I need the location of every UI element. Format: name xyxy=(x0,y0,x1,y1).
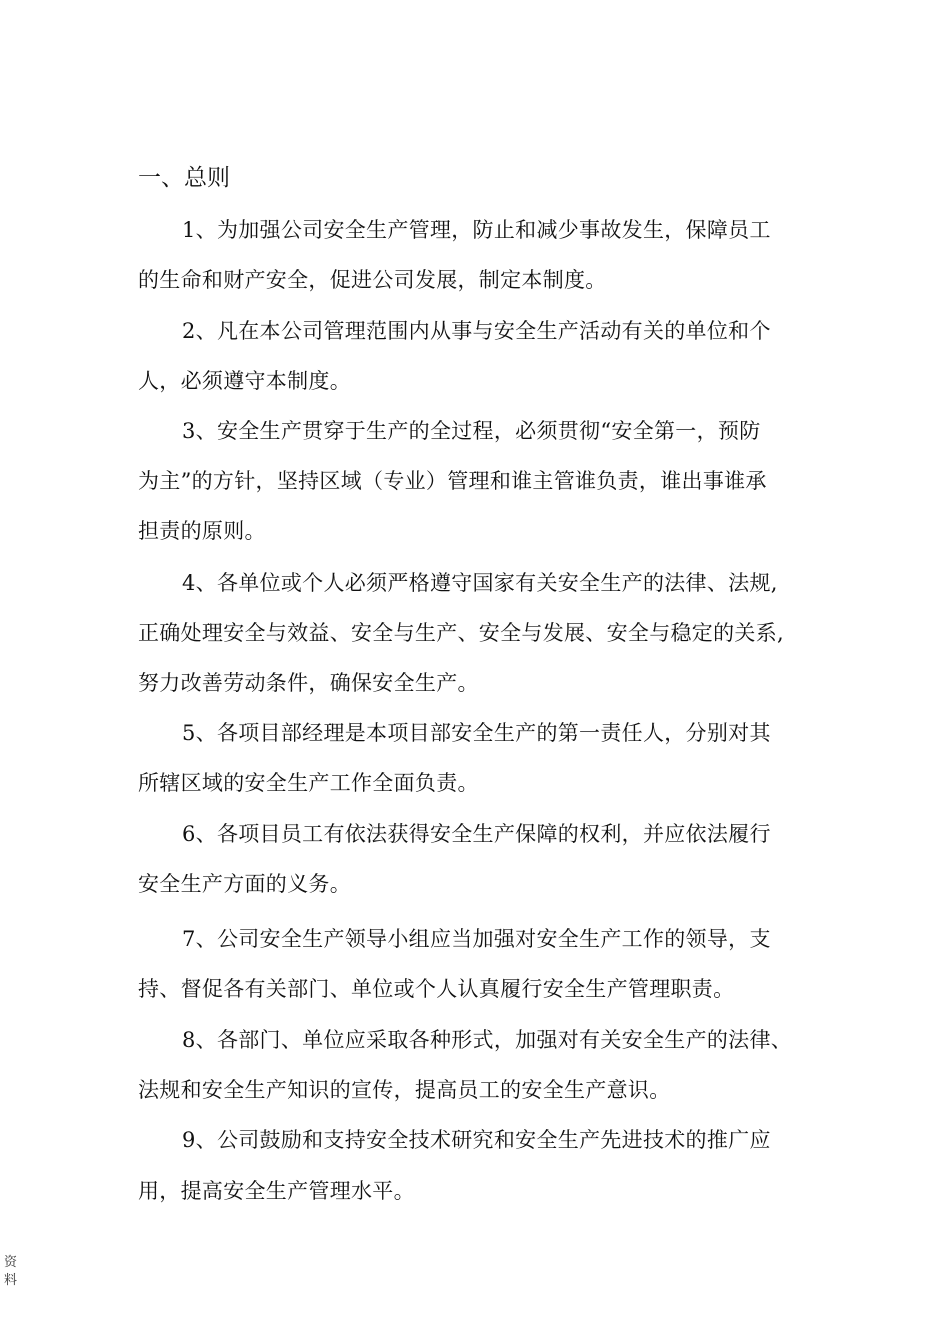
paragraph-line: 9、公司鼓励和支持安全技术研究和安全生产先进技术的推广应 xyxy=(182,1128,771,1152)
paragraph-line: 努力改善劳动条件，确保安全生产。 xyxy=(138,671,479,695)
paragraph-line: 正确处理安全与效益、安全与生产、安全与发展、安全与稳定的关系, xyxy=(138,621,784,645)
paragraph-line: 2、凡在本公司管理范围内从事与安全生产活动有关的单位和个 xyxy=(182,319,771,343)
side-note: 资料 xyxy=(4,1255,18,1288)
paragraph-line: 3、安全生产贯穿于生产的全过程，必须贯彻“安全第一，预防 xyxy=(182,419,761,443)
paragraph-line: 所辖区域的安全生产工作全面负责。 xyxy=(138,771,479,795)
paragraph-line: 的生命和财产安全，促进公司发展，制定本制度。 xyxy=(138,268,607,292)
paragraph-line: 7、公司安全生产领导小组应当加强对安全生产工作的领导，支 xyxy=(182,927,771,951)
paragraph-line: 为主”的方针，坚持区域（专业）管理和谁主管谁负责，谁出事谁承 xyxy=(138,469,767,493)
paragraph-line: 持、督促各有关部门、单位或个人认真履行安全生产管理职责。 xyxy=(138,977,735,1001)
paragraph-line: 6、各项目员工有依法获得安全生产保障的权利，并应依法履行 xyxy=(182,822,771,846)
paragraph-line: 安全生产方面的义务。 xyxy=(138,872,351,896)
paragraph-line: 法规和安全生产知识的宣传，提高员工的安全生产意识。 xyxy=(138,1078,671,1102)
paragraph-line: 8、各部门、单位应采取各种形式，加强对有关安全生产的法律、 xyxy=(182,1028,793,1052)
paragraph-line: 4、各单位或个人必须严格遵守国家有关安全生产的法律、法规, xyxy=(182,571,778,595)
paragraph-line: 用，提高安全生产管理水平。 xyxy=(138,1179,415,1203)
paragraph-line: 担责的原则。 xyxy=(138,519,266,543)
paragraph-line: 5、各项目部经理是本项目部安全生产的第一责任人，分别对其 xyxy=(182,721,771,745)
paragraph-line: 人，必须遵守本制度。 xyxy=(138,369,351,393)
paragraph-line: 1、为加强公司安全生产管理，防止和减少事故发生，保障员工 xyxy=(182,218,771,242)
section-heading: 一、总则 xyxy=(138,165,230,191)
